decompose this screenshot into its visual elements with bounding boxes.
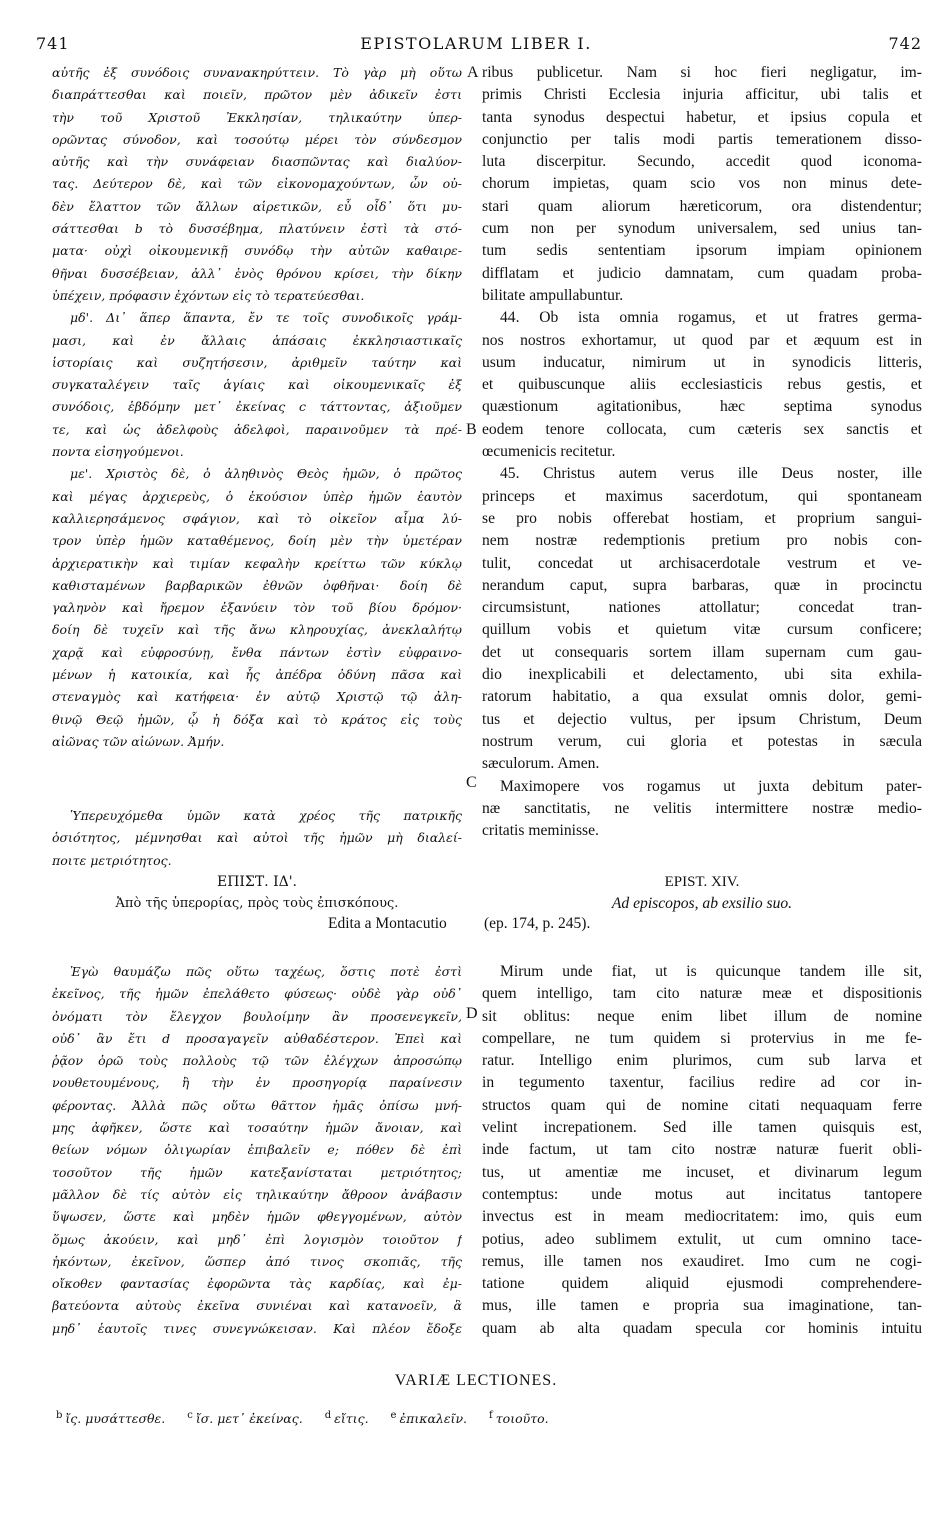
latin-text-line: primis Christi Ecclesia injuria afficitur, ubi talis et: [482, 86, 922, 104]
margin-marker-b: B: [466, 421, 477, 438]
footnote-item: [325, 1411, 369, 1426]
latin-text-line: næ sanctitatis, ne velitis intermittere nostræ medio-: [482, 799, 922, 817]
greek-text-line: καθισταμένων βαρβαρικῶν ἐθνῶν ὀφθῆναι· δοίη δὲ: [52, 577, 462, 593]
latin-text-line: det ut consequaris sortem illam supernam cum gau-: [482, 643, 922, 661]
latin-text-line: luta discerpitur. Secundo, accedit quod iconoma-: [482, 153, 922, 171]
greek-text-line: αἰῶνας τῶν αἰώνων. Ἀμήν.: [52, 733, 225, 749]
latin-text-line: princeps et maximus sacerdotum, qui spontaneam: [482, 487, 922, 505]
footnote-item: [391, 1411, 468, 1426]
greek-text-line: συγκαταλέγειν ταῖς ἁγίαις καὶ οἰκουμενικαῖς ἐξ: [52, 377, 462, 393]
page-number-left: 741: [36, 34, 70, 53]
latin-text-line: tulit, concedat ut archisacerdotale vestrum et ve-: [482, 554, 922, 572]
greek-text-line: αὐτῆς ἐξ συνόδοις συνανακηρύττειν. Τὸ γὰρ μὴ οὕτω: [52, 65, 462, 80]
greek-text-line: μης ἀφῆκεν, ὥστε καὶ τοσαύτην ἡμῶν ἄνοιαν, καὶ: [52, 1120, 462, 1136]
greek-text-line: ὕψωσεν, ὥστε καὶ μηδὲν ἡμῶν φθεγγομένων, αὐτὸν: [52, 1209, 462, 1225]
latin-text-line: 45. Christus autem verus ille Deus noster, ille: [500, 465, 922, 483]
latin-text-line: contemptus: unde motus aut incitatus tantopere: [482, 1185, 922, 1203]
greek-text-line: τε, καὶ ὡς ἀδελφοὺς ἀδελφοὶ, παραινοῦμεν τὰ πρέ-: [52, 421, 462, 437]
latin-text-line: critatis meminisse.: [482, 822, 599, 840]
greek-text-line: ποντα εἰσηγούμενοι.: [52, 444, 184, 460]
latin-text-line: dio inexplicabili et delectamento, ubi sita exhila-: [482, 666, 922, 684]
latin-text-line: 44. Ob ista omnia rogamus, et ut fratres germa-: [500, 309, 922, 327]
greek-closing-text-line: Ὑπερευχόμεθα ὑμῶν κατὰ χρέος τῆς πατρικῆς: [70, 808, 462, 823]
margin-marker-d: D: [466, 1005, 478, 1022]
latin-epistle-heading: EPIST. XIV.: [664, 874, 740, 890]
page-header: [0, 0, 952, 60]
greek-text-line: μδ'. Δι᾽ ἅπερ ἅπαντα, ἔν τε τοῖς συνοδικοῖς γράμ-: [70, 310, 462, 326]
footnote-text: ἴσ. μετ᾽ ἐκείνας.: [195, 1411, 303, 1427]
greek-text-line: μασι, καὶ ἐν ἄλλαις ἁπάσαις ἐκκλησιαστικαῖς: [52, 332, 462, 348]
latin-text-line: nostrum verum, cui gloria et potestas in sæcula: [482, 732, 922, 750]
greek-text-line: ἱστορίαις καὶ συζητήσεσιν, ἀριθμεῖν ταύτην καὶ: [52, 354, 462, 370]
greek-text-line: δοίη δὲ τυχεῖν καὶ τῆς ἄνω κληρουχίας, ἀνεκλαλήτῳ: [52, 622, 462, 638]
latin-text-line: tatione quidem aliquid ejusmodi comprehendere-: [482, 1275, 922, 1293]
latin-column-bottom: [482, 961, 922, 1340]
greek-closing-text-line: ὁσιότητος, μέμνησθαι καὶ αὐτοὶ τῆς ἡμῶν μὴ διαλεί-: [52, 830, 462, 846]
latin-text-line: tum sedis sententiam ipsorum impiam opinionem: [482, 242, 922, 260]
latin-text-line: ratur. Intelligo enim plurimos, cum sub larva et: [482, 1052, 922, 1070]
greek-text-line: συνόδοις, ἑβδόμην μετ᾽ ἐκείνας c τάττοντας, ἀξιοῦμεν: [52, 399, 462, 415]
footnote-mark: c: [187, 1410, 193, 1421]
greek-closing-text-line: ποιτε μετριότητος.: [52, 852, 172, 868]
greek-text-line: αὐτῆς καὶ τὴν συνάφειαν διασπῶντας καὶ διαλύον-: [52, 154, 462, 170]
greek-text-line: οἴκοθεν φαντασίας ἐφορῶντα τὰς καρδίας, καὶ ἐμ-: [52, 1276, 462, 1292]
latin-text-line: potius, adeo sublimem extulit, ut cum omnino tace-: [482, 1230, 922, 1248]
edition-note: Edita a Montacutio: [328, 915, 447, 932]
greek-text-line: ἡκόντων, ἐκεῖνον, ὥσπερ ἀπό τινος σκοπιᾶς, τῆς: [52, 1253, 462, 1269]
greek-text-line: με'. Χριστὸς δὲ, ὁ ἀληθινὸς Θεὸς ἡμῶν, ὁ πρῶτος: [70, 466, 462, 482]
greek-text-line: θείων νόμων ὀλιγωρίαν ἐπιβαλεῖν e; πόθεν δὲ ἐπὶ: [52, 1142, 462, 1158]
greek-text-line: οὐδ᾽ ἂν ἔτι d προσαγαγεῖν αὐθαδέστερον. Ἐπεὶ καὶ: [52, 1030, 462, 1046]
greek-text-line: θῆναι δυσσέβειαν, ἀλλ᾽ ἑνὸς θρόνου κρίσει, τὴν δίκην: [52, 265, 462, 281]
latin-epistle-subheading: Ad episcopos, ab exsilio suo.: [611, 895, 793, 912]
greek-text-line: τας. Δεύτερον δὲ, καὶ τῶν εἰκονομαχούντων, ὧν οὐ-: [52, 176, 462, 192]
latin-text-line: nerandum caput, supra barbaras, quæ in procinctu: [482, 576, 922, 594]
latin-text-line: structos quam qui de nomine citati nequaquam ferre: [482, 1096, 922, 1114]
greek-text-line: ῥᾷον ὁρῶ τοὺς πολλοὺς τῷ τῶν ἐλέγχων ἀπροσώπῳ: [52, 1053, 462, 1069]
footnote-text: τοιοῦτο.: [495, 1411, 549, 1427]
greek-text-line: ἀρχιερατικὴν καὶ τιμίαν κεφαλὴν κρείττω τῶν κύκλῳ: [52, 555, 462, 571]
latin-text-line: Mirum unde fiat, ut is quicunque tandem ille sit,: [500, 963, 922, 980]
greek-text-line: θινῷ Θεῷ ἡμῶν, ᾧ ἡ δόξα καὶ τὸ κράτος εἰς τοὺς: [52, 711, 462, 727]
latin-text-line: sæculorum. Amen.: [482, 755, 600, 773]
latin-text-line: inde factum, ut tam cito nostræ naturæ fuerit obli-: [482, 1141, 922, 1159]
greek-text-line: στεναγμὸς καὶ κατήφεια· ἐν αὐτῷ Χριστῷ τῷ ἀλη-: [52, 689, 462, 705]
latin-text-line: invectus est in meam mediocritatem: imo, quis eum: [482, 1208, 922, 1226]
greek-text-line: μηδ᾽ ἑαυτοῖς τινες συνεγνώκεισαν. Καὶ πλέον ἔδοξε: [52, 1320, 462, 1336]
latin-text-line: sit oblitus: neque enim libet illum de nomine: [482, 1007, 922, 1025]
latin-column-top: [482, 62, 922, 842]
latin-text-line: quam ab alta quadam specula cor hominis intuitu: [482, 1319, 922, 1337]
greek-column-top: [52, 62, 462, 753]
latin-text-line: quæstionum agitationibus, hæc septima synodus: [482, 398, 922, 416]
greek-text-line: ορῶντας σύνοδον, καὶ τοσούτῳ μέρει τὸν σύνδεσμον: [52, 131, 462, 147]
latin-text-line: compellare, ne tum quidem si protervius in me fe-: [482, 1029, 922, 1047]
footnote-item: [56, 1411, 165, 1426]
latin-text-line: nem nostræ redemptionis pretium pro nobis con-: [482, 532, 922, 550]
latin-text-line: tus et dejectio vultus, per ipsum Christum, Deum: [482, 710, 922, 728]
latin-text-line: circumsistunt, nationes attollatur; concedat tran-: [482, 599, 922, 617]
latin-text-line: chorum impietas, quam scio vos non minus dete-: [482, 175, 922, 193]
footnote-mark: f: [489, 1410, 493, 1421]
greek-text-line: μᾶλλον δὲ τίς αὐτὸν εἰς τηλικαύτην ἄθροον ἀνάβασιν: [52, 1186, 462, 1202]
greek-text-line: τοσοῦτον τῆς ἡμῶν κατεξανίσταται μετριότητος;: [52, 1164, 462, 1180]
greek-closing: [52, 805, 462, 872]
latin-text-line: velint increpationem. Sed ille tamen quisquis est,: [482, 1119, 922, 1137]
page-number-right: 742: [888, 34, 922, 53]
running-title: EPISTOLARUM LIBER I.: [360, 34, 592, 53]
greek-text-line: τρον ὑπὲρ ἡμῶν καταθέμενος, δοίη μὲν τὴν ὑμετέραν: [52, 533, 462, 549]
latin-text-line: se pro nobis offerebat hostiam, et proprium sangui-: [482, 509, 922, 527]
latin-text-line: mus, ille tamen e propria sua imaginatione, tan-: [482, 1297, 922, 1315]
latin-text-line: ratorum habitatio, a qua exsulat omnis dolor, gemi-: [482, 688, 922, 706]
greek-text-line: δὲν ἔλαττον τῶν ἄλλων αἱρετικῶν, εὖ οἶδ᾽ ὅτι μυ-: [52, 198, 462, 214]
latin-text-line: Maximopere vos rogamus ut juxta debitum pater-: [500, 777, 922, 795]
greek-text-line: βατεύοντα αὐτοὺς ἐκεῖνα συνιέναι καὶ κατανοεῖν, ἃ: [52, 1298, 462, 1314]
footnote-item: [187, 1411, 303, 1426]
margin-marker-c: C: [466, 774, 477, 791]
footnote-text: εἴτις.: [334, 1411, 369, 1427]
greek-epistle-subheading: Ἀπὸ τῆς ὑπερορίας, πρὸς τοὺς ἐπισκόπους.: [115, 896, 399, 911]
greek-text-line: νουθετουμένους, ἢ τὴν ἐν προσηγορίᾳ παραίνεσιν: [52, 1075, 462, 1091]
latin-text-line: quem intelligo, tam cito naturæ meæ et dispositionis: [482, 985, 922, 1003]
footnotes: [56, 1410, 916, 1426]
latin-text-line: remus, ille tamen nos exaudiret. Imo cum ne cogi-: [482, 1252, 922, 1270]
greek-text-line: γαληνὸν καὶ ἤρεμον ἐξανύειν τὸν τοῦ βίου δρόμον·: [52, 600, 462, 616]
greek-text-line: ὑπέχειν, πρόφασιν ἐχόντων εἰς τὸ τερατεύεσθαι.: [52, 287, 365, 303]
latin-text-line: ribus publicetur. Nam si hoc fieri negligatur, im-: [482, 64, 922, 81]
footnote-text: ἴς. μυσάττεσθε.: [65, 1411, 166, 1427]
latin-text-line: eodem tenore collocata, cum cæteris sex sanctis et: [482, 420, 922, 438]
greek-text-line: ὀνόματι τὸν ἔλεγχον βουλοίμην ἂν προσενεγκεῖν,: [52, 1008, 462, 1024]
latin-text-line: stari quam aliorum hæreticorum, ora distendentur;: [482, 197, 922, 215]
greek-text-line: καλλιερησάμενος σφάγιον, καὶ τὸ οἰκεῖον αἷμα λύ-: [52, 510, 462, 526]
latin-text-line: nos nostros exhortamur, ut quod par et æquum est in: [482, 331, 922, 349]
latin-text-line: tus, ut amentiæ me incuset, et divinarum legum: [482, 1163, 922, 1181]
greek-text-line: ματα· οὐχὶ οἰκουμενικῇ συνόδῳ τὴν αὐτῶν καθαιρε-: [52, 243, 462, 259]
latin-text-line: bilitate ampullabuntur.: [482, 286, 624, 304]
greek-text-line: καὶ μέγας ἀρχιερεὺς, ὁ ἑκούσιον ὑπὲρ ἡμῶν ἑαυτὸν: [52, 488, 462, 504]
latin-text-line: in tegumento taxentur, facilius redire ad cor in-: [482, 1074, 922, 1092]
latin-text-line: œcumenicis recitetur.: [482, 443, 616, 461]
edition-reference: (ep. 174, p. 245).: [484, 915, 591, 932]
greek-text-line: διαπράττεσθαι καὶ ποιεῖν, πρῶτον μὲν ἀδικεῖν ἐστι: [52, 87, 462, 103]
footnote-item: [489, 1411, 549, 1426]
latin-text-line: difflatam et judicio damnatam, cum quadam proba-: [482, 264, 922, 282]
greek-text-line: μένων ἡ κατοικία, καὶ ἧς ἀπέδρα ὀδύνη πᾶσα καὶ: [52, 667, 462, 683]
greek-text-line: σάττεσθαι b τὸ δυσσέβημα, πλατύνειν ἐστὶ τὰ στό-: [52, 221, 462, 237]
greek-text-line: τὴν τοῦ Χριστοῦ Ἐκκλησίαν, τηλικαύτην ὑπερ-: [52, 109, 462, 125]
greek-text-line: ἐκεῖνος, τῆς ἡμῶν ἐπελάθετο φύσεως· οὐδὲ γὰρ οὐδ᾽: [52, 986, 462, 1002]
latin-text-line: conjunctio per talis modi partis temerationem disso-: [482, 130, 922, 148]
variae-lectiones-title: VARIÆ LECTIONES.: [394, 1372, 558, 1389]
greek-text-line: ὅμως ἀκούειν, καὶ μηδ᾽ ἐπὶ λογισμὸν τοιοῦτον f: [52, 1231, 462, 1247]
footnote-mark: e: [390, 1410, 397, 1421]
greek-text-line: Ἐγὼ θαυμάζω πῶς οὕτω ταχέως, ὅστις ποτὲ ἐστὶ: [70, 964, 462, 979]
footnote-mark: d: [324, 1410, 332, 1421]
latin-text-line: tanta synodus despectui habetur, et ipsius copula et: [482, 108, 922, 126]
footnote-mark: b: [56, 1410, 63, 1421]
greek-column-bottom: [52, 961, 462, 1340]
greek-epistle-heading: ΕΠΙΣΤ. ΙΔ'.: [216, 874, 298, 890]
greek-text-line: φέροντας. Ἀλλὰ πῶς οὕτω θᾶττον ἡμᾶς ὀπίσω μνή-: [52, 1097, 462, 1113]
latin-text-line: usum inducatur, nimirum ut in synodicis litteris,: [482, 353, 922, 371]
greek-text-line: χαρᾷ καὶ εὐφροσύνῃ, ἔνθα πάντων ἐστὶν εὐφραινο-: [52, 644, 462, 660]
latin-text-line: et quibuscunque aliis ecclesiasticis rebus gestis, et: [482, 376, 922, 394]
margin-marker-a: A: [467, 64, 479, 81]
latin-text-line: quillum vobis et quietum vitæ cursum conficere;: [482, 621, 922, 639]
latin-text-line: cum non per synodum universalem, sed unius tan-: [482, 220, 922, 238]
footnote-text: ἐπικαλεῖν.: [399, 1411, 468, 1427]
